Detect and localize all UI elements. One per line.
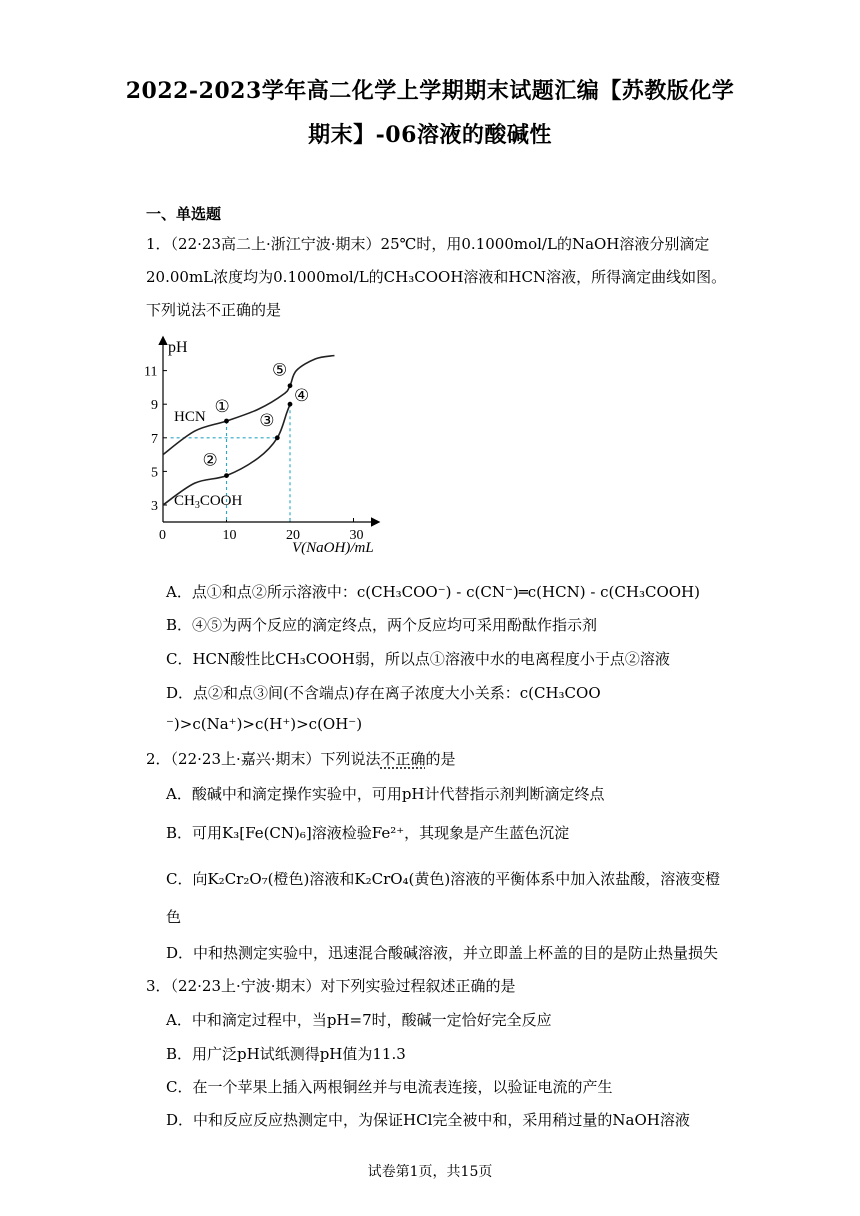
q1-stem-line2: 20.00mL浓度均为0.1000mol/L的CH₃COOH溶液和HCN溶液，所得滴定曲线如图。	[146, 268, 727, 286]
point-label: ③	[259, 410, 275, 430]
q3-option-d[interactable]: D．中和反应反应热测定中，为保证HCl完全被中和，采用稍过量的NaOH溶液	[166, 1111, 690, 1129]
q2-option-a[interactable]: A．酸碱中和滴定操作实验中，可用pH计代替指示剂判断滴定终点	[166, 785, 605, 803]
data-point	[288, 402, 293, 407]
q1-stem-line1: 1．（22·23高二上·浙江宁波·期末）25℃时，用0.1000mol/L的NaOH溶液分别滴定	[146, 235, 710, 253]
q1-option-a[interactable]: A．点①和点②所示溶液中：c(CH₃COO⁻) - c(CN⁻)═c(HCN) - c(CH₃COOH)	[166, 583, 700, 601]
emphasis-not-correct: 不正确	[380, 750, 426, 768]
data-point	[288, 383, 293, 388]
q1-option-d-line2: ⁻)>c(Na⁺)>c(H⁺)>c(OH⁻)	[166, 715, 363, 733]
y-tick-label: 3	[151, 499, 158, 514]
data-point	[275, 435, 280, 440]
q2-option-c-line2: 色	[166, 908, 182, 926]
y-tick-label: 7	[151, 431, 158, 447]
x-tick-label: 30	[349, 528, 364, 543]
doc-title-line1: 2022-2023学年高二化学上学期期末试题汇编【苏教版化学	[125, 78, 735, 104]
doc-title-line2: 期末】-06溶液的酸碱性	[308, 122, 552, 148]
q2-stem: 2．（22·23上·嘉兴·期末）下列说法不正确的是	[146, 750, 456, 768]
point-label: ①	[214, 397, 230, 416]
data-point	[224, 419, 229, 424]
x-axis-label: V(NaOH)/mL	[292, 540, 374, 556]
q3-stem: 3．（22·23上·宁波·期末）对下列实验过程叙述正确的是	[146, 977, 516, 995]
y-tick-label: 5	[151, 465, 158, 481]
y-tick-label: 9	[151, 398, 158, 414]
section-heading: 一、单选题	[146, 205, 222, 223]
titration-chart	[140, 330, 390, 560]
point-label: ⑤	[272, 360, 288, 380]
x-tick-label: 20	[286, 528, 300, 543]
series-label-ch3cooh: $CH_3COOH$	[174, 493, 243, 511]
ferricyanide-formula: K₃[Fe(CN)₆]	[222, 824, 312, 842]
point-label: ②	[202, 450, 218, 470]
data-point	[224, 473, 229, 478]
q3-option-b[interactable]: B．用广泛pH试纸测得pH值为11.3	[166, 1045, 406, 1063]
q1-option-b[interactable]: B．④⑤为两个反应的滴定终点，两个反应均可采用酚酞作指示剂	[166, 616, 598, 634]
y-axis-label: pH	[168, 339, 188, 356]
q1-option-d-line1[interactable]: D．点②和点③间(不含端点)存在离子浓度大小关系：c(CH₃COO	[166, 684, 601, 702]
fe2-ion: Fe²⁺	[371, 824, 405, 842]
q1-option-c[interactable]: C．HCN酸性比CH₃COOH弱，所以点①溶液中水的电离程度小于点②溶液	[166, 650, 670, 668]
series-label-hcn: HCN	[174, 409, 206, 425]
x-tick-label: 0	[159, 528, 166, 543]
y-tick-label: 11	[144, 364, 158, 380]
q2-option-b[interactable]: B．可用K₃[Fe(CN)₆]溶液检验Fe²⁺，其现象是产生蓝色沉淀	[166, 824, 570, 842]
q3-option-c[interactable]: C．在一个苹果上插入两根铜丝并与电流表连接，以验证电流的产生	[166, 1078, 613, 1096]
page-footer: 试卷第1页，共15页	[367, 1164, 493, 1180]
q2-option-d[interactable]: D．中和热测定实验中，迅速混合酸碱溶液，并立即盖上杯盖的目的是防止热量损失	[166, 944, 719, 962]
q2-option-c-line1[interactable]: C．向K₂Cr₂O₇(橙色)溶液和K₂CrO₄(黄色)溶液的平衡体系中加入浓盐酸，溶液变橙	[166, 870, 721, 888]
x-tick-label: 10	[222, 528, 237, 543]
q1-stem-line3: 下列说法不正确的是	[146, 301, 282, 319]
point-label: ④	[294, 386, 310, 406]
q3-option-a[interactable]: A．中和滴定过程中，当pH=7时，酸碱一定恰好完全反应	[166, 1011, 552, 1029]
